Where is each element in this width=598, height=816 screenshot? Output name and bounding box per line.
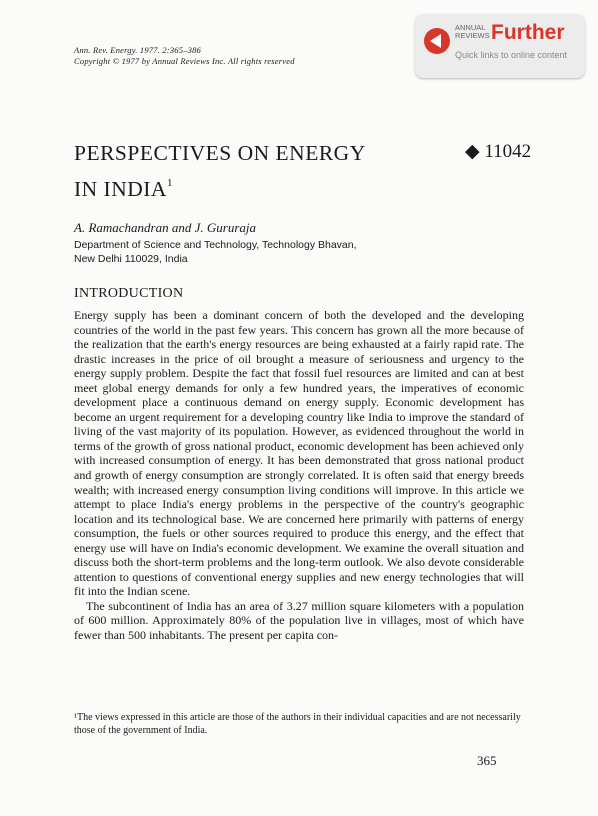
section-heading: INTRODUCTION xyxy=(74,286,184,301)
article-id: ◆ 11042 xyxy=(465,141,532,162)
article-title: PERSPECTIVES ON ENERGY IN INDIA$^1$ xyxy=(74,141,366,201)
article-body xyxy=(74,308,524,643)
title-footnote-mark: 1 xyxy=(166,177,173,189)
footnote: ¹The views expressed in this article are those of the authors in their individual capacities and are not necessarily those of the government of India. xyxy=(74,712,521,736)
citation-line-1: Ann. Rev. Energy. 1977. 2:365–386 xyxy=(74,45,201,55)
journal-citation xyxy=(74,45,295,67)
citation-line-2: Copyright © 1977 by Annual Reviews Inc. All rights reserved xyxy=(74,56,295,66)
paragraph: The subcontinent of India has an area of 3.27 million square kilometers with a population of 600 million. Approximately 80% of the population live in villages, most of which have fewer than 500 inhabitants. The present per capita con- xyxy=(74,598,524,643)
further-label: Further xyxy=(491,21,565,44)
page-number: 365 xyxy=(477,753,497,768)
arrow-left-icon xyxy=(424,28,450,54)
authors: A. Ramachandran and J. Gururaja xyxy=(74,220,256,235)
paragraph: Energy supply has been a dominant concern of both the developed and the developing countries of the world in the past few years. This concern has grown all the more because of the realization that the earth's energy resources are being exhausted at a fairly rapid rate. The drastic increases in the price of oil brought a measure of seriousness and urgency to the energy supply problem. Despite the fact that fossil fuel resources are limited and can at best meet global energy demands for only a few hundred years, the imperatives of economic development place a continuous demand on energy supply. Economic development has become an urgent requirement for a developing country like India to improve the standard of living of the vast majority of its population. However, as evidenced throughout the world in terms of the growth of gross national product, economic development has been achieved only with increased consumption of energy. It has been demonstrated that gross national product and growth of energy consumption are strongly correlated. It is often said that energy breeds wealth; with increased energy consumption living conditions will improve. In this article we attempt to place India's energy problems in the perspective of the country's geographic location and its technological base. We are concerned here primarily with patterns of energy consumption, the fuels or other sources required to produce this energy, and the effect that energy use will have on India's economic development. We examine the overall situation and discuss both the short-term problems and the long-term outlook. We also devote considerable attention to questions of conventional energy supplies and new energy technologies that will fit into the Indian scene. xyxy=(74,308,524,599)
annual-reviews-logo: ANNUAL REVIEWS xyxy=(455,23,490,40)
affiliation: Department of Science and Technology, Technology Bhavan, New Delhi 110029, India xyxy=(74,239,357,265)
quick-links-text: Quick links to online content xyxy=(455,50,568,60)
further-links-badge[interactable] xyxy=(415,14,585,78)
